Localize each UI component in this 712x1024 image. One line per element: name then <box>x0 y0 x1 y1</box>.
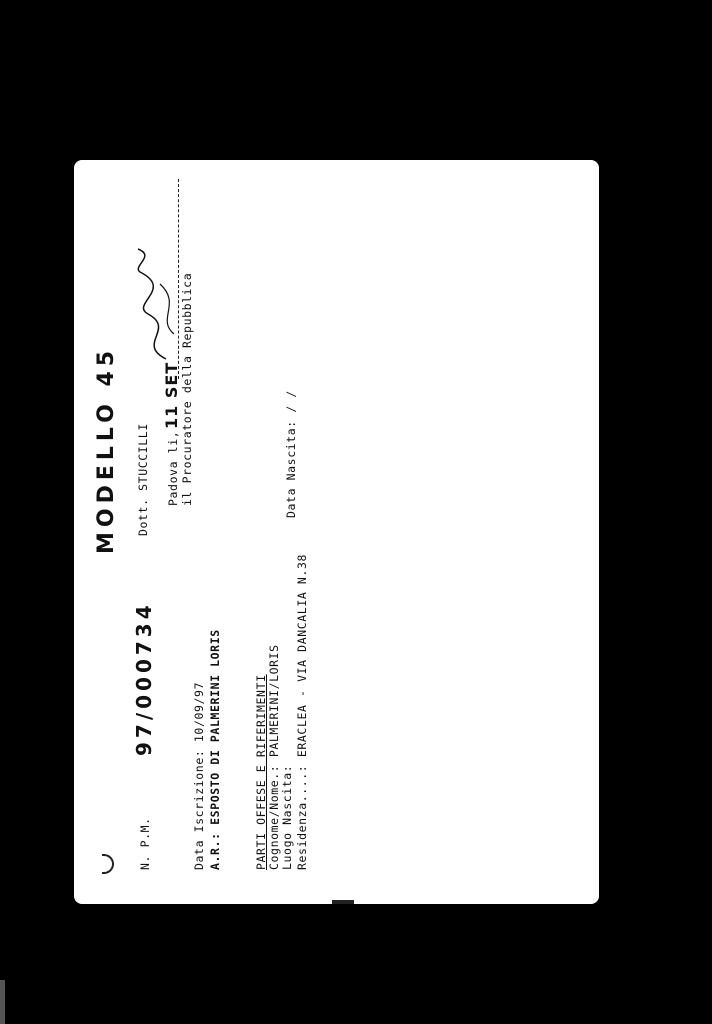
corner-mark <box>102 854 114 874</box>
pm-number: 97/000734 <box>132 601 156 756</box>
signature-mark <box>126 244 186 364</box>
pm-label: N. P.M. <box>138 817 152 870</box>
ar-line: A.R.: ESPOSTO DI PALMERINI LORIS <box>208 629 222 870</box>
magistrate-name: Dott. STUCCILLI <box>136 423 150 536</box>
prosecutor-line: il Procuratore della Repubblica <box>180 272 194 506</box>
place-date-label: Padova li, <box>166 430 180 506</box>
document-card <box>74 160 599 904</box>
page-tick-mark <box>332 900 354 904</box>
document-title: MODELLO 45 <box>94 345 119 554</box>
birthplace-line: Luogo Nascita: <box>280 764 294 870</box>
stamp-date: 11 SET <box>162 361 181 429</box>
residence-line: Residenza....: ERACLEA - VIA DANCALIA N.38 <box>295 554 309 870</box>
name-line: Cognome/Nome.: PALMERINI/LORIS <box>267 644 281 870</box>
rotated-document-content <box>74 160 599 904</box>
registration-date: Data Iscrizione: 10/09/97 <box>192 681 206 870</box>
scan-edge-mark <box>0 980 5 1024</box>
section-title: PARTI OFFESE E RIFERIMENTI <box>254 674 268 870</box>
birthdate-line: Data Nascita: / / <box>284 390 298 518</box>
